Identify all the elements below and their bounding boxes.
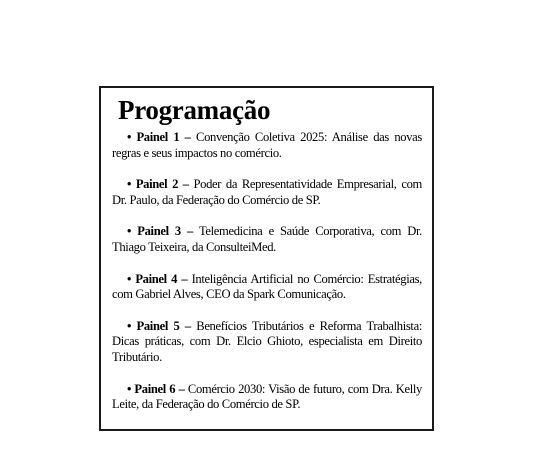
bullet: • xyxy=(127,318,132,333)
panel-text: Comércio 2030: Visão de futuro, com Dra. Kelly Leite, da Federação do Comércio de SP. xyxy=(112,381,422,412)
panel-text: Benefícios Tributários e Reforma Trabalhista: Dicas práticas, com Dr. Elcio Ghioto, especialista em Direito Tributário. xyxy=(112,318,422,364)
panel-item-5 xyxy=(112,319,422,366)
panel-text: Convenção Coletiva 2025: Análise das novas regras e seus impactos no comércio. xyxy=(112,130,422,160)
panel-dash: – xyxy=(187,224,193,239)
panel-dash: – xyxy=(184,130,191,144)
panel-text: Poder da Representatividade Empresarial, com Dr. Paulo, da Federação do Comércio de SP. xyxy=(112,177,422,207)
bullet: • xyxy=(127,224,132,239)
panel-label: Painel 5 xyxy=(136,318,180,333)
panel-dash: – xyxy=(182,177,189,192)
panel-label: Painel 4 xyxy=(135,271,178,286)
panel-item-4 xyxy=(112,272,422,303)
panel-item-3 xyxy=(112,224,422,255)
bullet: • xyxy=(127,381,132,396)
panel-dash: – xyxy=(181,271,188,286)
panel-text: Telemedicina e Saúde Corporativa, com Dr. Thiago Teixeira, da ConsulteiMed. xyxy=(112,224,422,254)
panel-dash: – xyxy=(178,381,185,396)
program-box xyxy=(99,86,434,431)
program-title: Programação xyxy=(118,95,271,125)
panel-dash: – xyxy=(184,318,191,333)
panel-label: Painel 6 xyxy=(134,381,176,396)
panel-item-6 xyxy=(112,382,422,413)
panel-item-1 xyxy=(112,130,422,161)
panel-text: Inteligência Artificial no Comércio: Estratégias, com Gabriel Alves, CEO da Spark Comunicação. xyxy=(112,271,422,302)
bullet: • xyxy=(127,130,132,144)
panel-label: Painel 2 xyxy=(135,177,179,192)
panel-label: Painel 1 xyxy=(136,130,180,144)
bullet: • xyxy=(127,177,132,192)
bullet: • xyxy=(127,271,132,286)
panel-label: Painel 3 xyxy=(137,224,181,239)
panel-item-2 xyxy=(112,177,422,208)
